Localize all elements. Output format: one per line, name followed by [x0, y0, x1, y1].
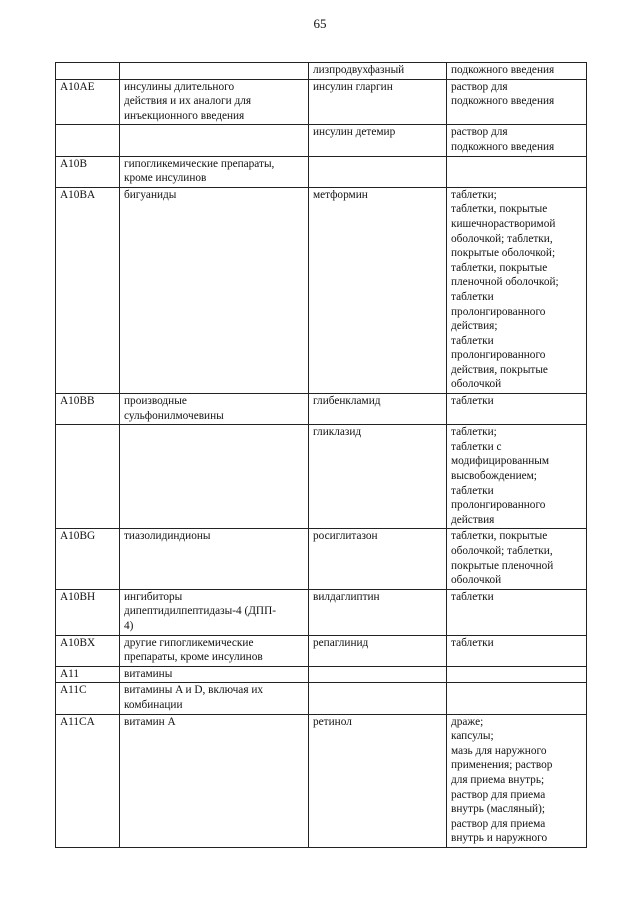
dosage-form-cell: драже; капсулы; мазь для наружного применения; раствор для приема внутрь; раствор для приема внутрь (масляный); раствор для приема внутрь и наружного: [447, 714, 587, 847]
drug-name-cell: глибенкламид: [309, 394, 447, 425]
dosage-form-cell: [447, 666, 587, 683]
drug-name-cell: инсулин детемир: [309, 125, 447, 156]
drug-table-body: [56, 63, 587, 848]
atc-code-cell: [56, 63, 120, 80]
atc-code-cell: A10BB: [56, 394, 120, 425]
page-number: 65: [313, 16, 327, 31]
group-cell: гипогликемические препараты, кроме инсулинов: [120, 156, 309, 187]
drug-name-cell: репаглинид: [309, 635, 447, 666]
dosage-form-cell: [447, 683, 587, 714]
drug-name-cell: [309, 156, 447, 187]
table-row: [56, 635, 587, 666]
table-row: [56, 683, 587, 714]
group-cell: витамины A и D, включая их комбинации: [120, 683, 309, 714]
table-row: [56, 714, 587, 847]
atc-code-cell: A10AE: [56, 79, 120, 125]
atc-code-cell: [56, 425, 120, 529]
table-row: [56, 425, 587, 529]
dosage-form-cell: раствор для подкожного введения: [447, 79, 587, 125]
atc-code-cell: A11C: [56, 683, 120, 714]
table-row: [56, 156, 587, 187]
dosage-form-cell: таблетки: [447, 589, 587, 635]
group-cell: тиазолидиндионы: [120, 529, 309, 589]
atc-code-cell: A10BH: [56, 589, 120, 635]
dosage-form-cell: таблетки: [447, 394, 587, 425]
drug-name-cell: метформин: [309, 187, 447, 393]
group-cell: [120, 125, 309, 156]
drug-name-cell: лизпродвухфазный: [309, 63, 447, 80]
table-row: [56, 187, 587, 393]
dosage-form-cell: таблетки; таблетки с модифицированным высвобождением; таблетки пролонгированного действия: [447, 425, 587, 529]
drug-name-cell: [309, 666, 447, 683]
group-cell: ингибиторы дипептидилпептидазы-4 (ДПП- 4): [120, 589, 309, 635]
dosage-form-cell: таблетки; таблетки, покрытые кишечнорастворимой оболочкой; таблетки, покрытые оболочкой; таблетки, покрытые пленочной оболочкой; таблетки пролонгированного действия; таблетки пролонгированного действия, покрытые оболочкой: [447, 187, 587, 393]
atc-code-cell: A11: [56, 666, 120, 683]
table-row: [56, 589, 587, 635]
atc-code-cell: A10BX: [56, 635, 120, 666]
drug-table: [55, 62, 587, 848]
dosage-form-cell: раствор для подкожного введения: [447, 125, 587, 156]
group-cell: инсулины длительного действия и их аналоги для инъекционного введения: [120, 79, 309, 125]
table-row: [56, 529, 587, 589]
group-cell: витамины: [120, 666, 309, 683]
atc-code-cell: A10B: [56, 156, 120, 187]
group-cell: [120, 425, 309, 529]
atc-code-cell: A10BG: [56, 529, 120, 589]
dosage-form-cell: подкожного введения: [447, 63, 587, 80]
drug-name-cell: росиглитазон: [309, 529, 447, 589]
drug-name-cell: гликлазид: [309, 425, 447, 529]
table-row: [56, 394, 587, 425]
atc-code-cell: A10BA: [56, 187, 120, 393]
group-cell: витамин A: [120, 714, 309, 847]
dosage-form-cell: таблетки, покрытые оболочкой; таблетки, покрытые пленочной оболочкой: [447, 529, 587, 589]
dosage-form-cell: таблетки: [447, 635, 587, 666]
table-row: [56, 63, 587, 80]
drug-name-cell: инсулин гларгин: [309, 79, 447, 125]
drug-name-cell: [309, 683, 447, 714]
table-row: [56, 125, 587, 156]
drug-name-cell: ретинол: [309, 714, 447, 847]
table-row: [56, 666, 587, 683]
group-cell: производные сульфонилмочевины: [120, 394, 309, 425]
dosage-form-cell: [447, 156, 587, 187]
group-cell: другие гипогликемические препараты, кроме инсулинов: [120, 635, 309, 666]
atc-code-cell: [56, 125, 120, 156]
atc-code-cell: A11CA: [56, 714, 120, 847]
group-cell: бигуаниды: [120, 187, 309, 393]
drug-name-cell: вилдаглиптин: [309, 589, 447, 635]
group-cell: [120, 63, 309, 80]
table-row: [56, 79, 587, 125]
